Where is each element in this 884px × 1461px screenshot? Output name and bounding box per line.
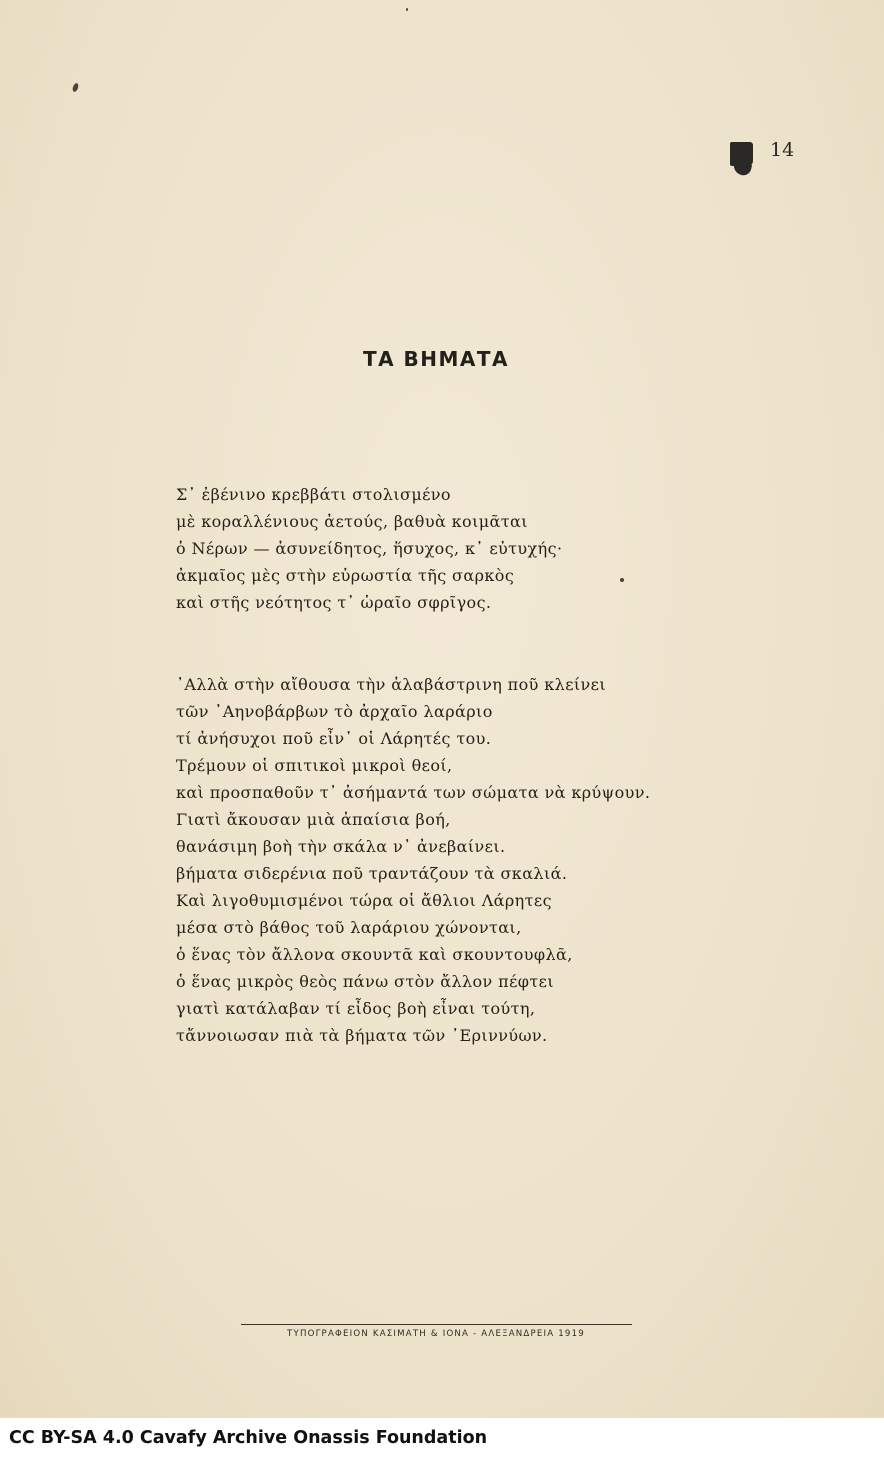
- poem-line: θανάσιμη βοὴ τὴν σκάλα ν᾽ ἀνεβαίνει.: [176, 837, 506, 856]
- page-number: 14: [770, 139, 795, 161]
- poem-stanza-2: [176, 671, 650, 1049]
- poem-line: Καὶ λιγοθυμισμένοι τώρα οἱ ἄθλιοι Λάρητες: [176, 891, 552, 910]
- poem-stanza-1: [176, 481, 562, 616]
- poem-line: τί ἀνήσυχοι ποῦ εἶν᾽ οἱ Λάρητές του.: [176, 729, 492, 748]
- poem-line: ᾽Αλλὰ στὴν αἴθουσα τὴν ἀλαβάστρινη ποῦ κλείνει: [176, 675, 607, 694]
- poem-line: ὁ Νέρων — ἀσυνείδητος, ἥσυχος, κ᾽ εὐτυχής·: [176, 539, 563, 558]
- poem-line: ὁ ἕνας τὸν ἄλλονα σκουντᾶ καὶ σκουντουφλᾶ,: [176, 945, 573, 964]
- footer-rule: [241, 1324, 632, 1325]
- poem-line: ἀκμαῖος μὲς στὴν εὐρωστία τῆς σαρκὸς: [176, 566, 515, 585]
- poem-title: ΤΑ ΒΗΜΑΤΑ: [362, 347, 510, 371]
- poem-line: καὶ προσπαθοῦν τ᾽ ἀσήμαντά των σώματα νὰ κρύψουν.: [176, 783, 651, 802]
- poem-line: μὲ κοραλλένιους ἀετούς, βαθυὰ κοιμᾶται: [176, 512, 528, 531]
- archive-credit: CC BY-SA 4.0 Cavafy Archive Onassis Foundation: [9, 1428, 488, 1448]
- poem-line: καὶ στῆς νεότητος τ᾽ ὡραῖο σφρῖγος.: [176, 593, 492, 612]
- poem-line: τἄννοιωσαν πιὰ τὰ βήματα τῶν ᾽Εριννύων.: [176, 1026, 548, 1045]
- poem-line: τῶν ᾽Αηνοβάρβων τὸ ἀρχαῖο λαράριο: [176, 702, 493, 721]
- poem-line: μέσα στὸ βάθος τοῦ λαράριου χώνονται,: [176, 918, 522, 937]
- poem-line: Σ᾽ ἐβένινο κρεββάτι στολισμένο: [176, 485, 451, 504]
- ink-speck: [406, 8, 408, 11]
- ink-speck: [620, 578, 624, 582]
- poem-line: βήματα σιδερένια ποῦ τραντάζουν τὰ σκαλιά.: [176, 864, 568, 883]
- poem-line: Γιατὶ ἄκουσαν μιὰ ἀπαίσια βοή,: [176, 810, 451, 829]
- ink-speck: [72, 82, 80, 92]
- poem-line: ὁ ἕνας μικρὸς θεὸς πάνω στὸν ἄλλον πέφτει: [176, 972, 554, 991]
- ink-blot-tail: [732, 161, 752, 176]
- poem-line: Τρέμουν οἱ σπιτικοὶ μικροὶ θεοί,: [176, 756, 453, 775]
- poem-line: γιατὶ κατάλαβαν τί εἶδος βοὴ εἶναι τούτη,: [176, 999, 536, 1018]
- printer-imprint: ΤΥΠΟΓΡΑΦΕΙΟΝ ΚΑΣΙΜΑΤΗ & ΙΟΝΑ - ΑΛΕΞΑΝΔΡΕΙΑ 1919: [287, 1329, 585, 1339]
